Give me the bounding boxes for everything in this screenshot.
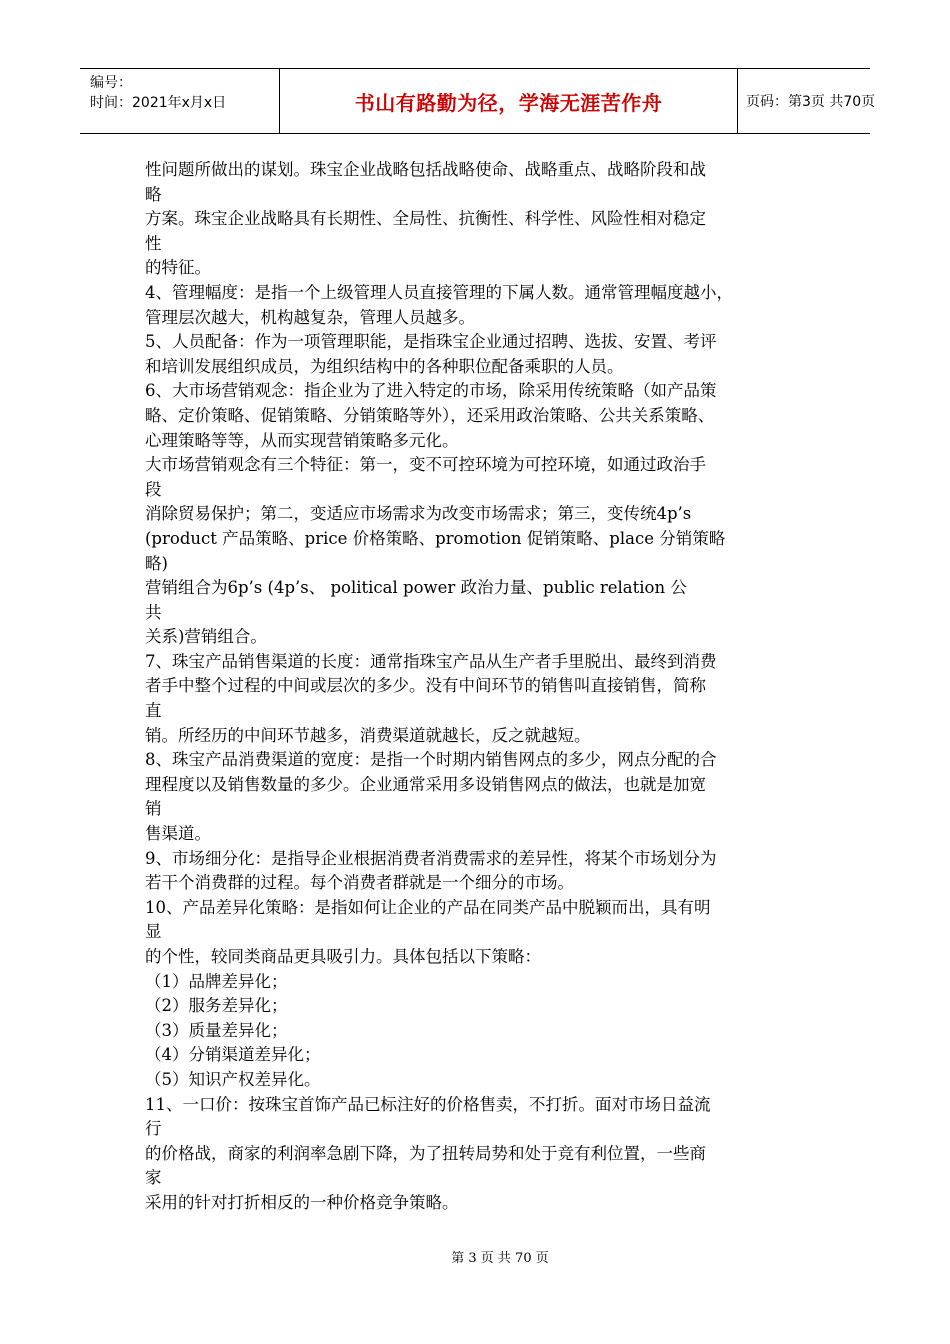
text-line: 略 — [145, 184, 162, 204]
text-line: 销。所经历的中间环节越多，消费渠道就越长，反之就越短。 — [145, 725, 591, 745]
document-body — [145, 158, 815, 1216]
header-page-info: 页码：第3页 共70页 — [746, 94, 876, 110]
text-line: 的特征。 — [145, 258, 211, 278]
text-line: （5）知识产权差异化。 — [145, 1069, 321, 1089]
text-line: 段 — [145, 479, 162, 499]
text-line: 8、珠宝产品消费渠道的宽度：是指一个时期内销售网点的多少，网点分配的合 — [145, 750, 717, 770]
text-line: 行 — [145, 1119, 162, 1139]
text-line: 9、市场细分化：是指导企业根据消费者消费需求的差异性，将某个市场划分为 — [145, 848, 717, 868]
text-line: 家 — [145, 1168, 162, 1188]
text-line: 7、珠宝产品销售渠道的长度：通常指珠宝产品从生产者手里脱出、最终到消费 — [145, 651, 717, 671]
text-line: 理程度以及销售数量的多少。企业通常采用多设销售网点的做法，也就是加宽 — [145, 774, 706, 794]
text-line: （4）分销渠道差异化； — [145, 1045, 321, 1065]
header-meta — [80, 69, 280, 133]
text-line: 略) — [145, 553, 168, 573]
page-header — [80, 68, 876, 134]
text-line: 10、产品差异化策略：是指如何让企业的产品在同类产品中脱颖而出，具有明 — [145, 897, 711, 917]
text-line: （3）质量差异化； — [145, 1020, 288, 1040]
text-line: 6、大市场营销观念：指企业为了进入特定的市场，除采用传统策略（如产品策 — [145, 381, 717, 401]
text-line: 的个性，较同类商品更具吸引力。具体包括以下策略： — [145, 947, 541, 966]
text-line: 若干个消费群的过程。每个消费者群就是一个细分的市场。 — [145, 873, 574, 893]
text-line: 11、一口价：按珠宝首饰产品已标注好的价格售卖，不打折。面对市场日益流 — [145, 1094, 711, 1114]
page-footer: 第 3 页 共 70 页 — [451, 1251, 549, 1266]
text-line: 和培训发展组织成员，为组织结构中的各种职位配备乘职的人员。 — [145, 356, 624, 376]
text-line: 大市场营销观念有三个特征：第一，变不可控环境为可控环境，如通过政治手 — [145, 455, 706, 475]
document-number-label: 编号： — [90, 75, 132, 91]
text-line: 者手中整个过程的中间或层次的多少。没有中间环节的销售叫直接销售，简称 — [145, 676, 706, 696]
document-date: 时间：2021年x月x日 — [90, 95, 227, 111]
text-line: 共 — [145, 602, 162, 622]
text-line: 采用的针对打折相反的一种价格竞争策略。 — [145, 1192, 459, 1212]
text-line: (product 产品策略、price 价格策略、promotion 促销策略、place 分销策略 — [145, 528, 726, 548]
text-line: 性问题所做出的谋划。珠宝企业战略包括战略使命、战略重点、战略阶段和战 — [145, 160, 706, 179]
text-line: 性 — [145, 233, 162, 253]
text-line: 销 — [145, 799, 162, 819]
text-line: 显 — [145, 922, 162, 942]
text-line: 略、定价策略、促销策略、分销策略等外），还采用政治策略、公共关系策略、 — [145, 405, 715, 425]
text-line: 直 — [145, 701, 162, 721]
text-line: 消除贸易保护；第二，变适应市场需求为改变市场需求；第三，变传统4p’s — [145, 504, 692, 524]
text-line: 的价格战，商家的利润率急剧下降，为了扭转局势和处于竞有利位置，一些商 — [145, 1143, 706, 1163]
text-line: 售渠道。 — [145, 824, 211, 844]
header-motto: 书山有路勤为径，学海无涯苦作舟 — [280, 69, 738, 133]
text-line: 方案。珠宝企业战略具有长期性、全局性、抗衡性、科学性、风险性相对稳定 — [145, 209, 706, 229]
text-line: 营销组合为6p’s (4p’s、 political power 政治力量、public relation 公 — [145, 578, 687, 598]
text-line: （1）品牌差异化； — [145, 971, 288, 991]
text-line: 关系)营销组合。 — [145, 627, 267, 647]
text-line: 心理策略等等，从而实现营销策略多元化。 — [145, 430, 459, 450]
text-line: （2）服务差异化； — [145, 996, 288, 1016]
text-line: 管理层次越大，机构越复杂，管理人员越多。 — [145, 307, 475, 327]
text-line: 4、管理幅度：是指一个上级管理人员直接管理的下属人数。通常管理幅度越小， — [145, 282, 733, 302]
text-line: 5、人员配备：作为一项管理职能，是指珠宝企业通过招聘、选拔、安置、考评 — [145, 332, 717, 352]
